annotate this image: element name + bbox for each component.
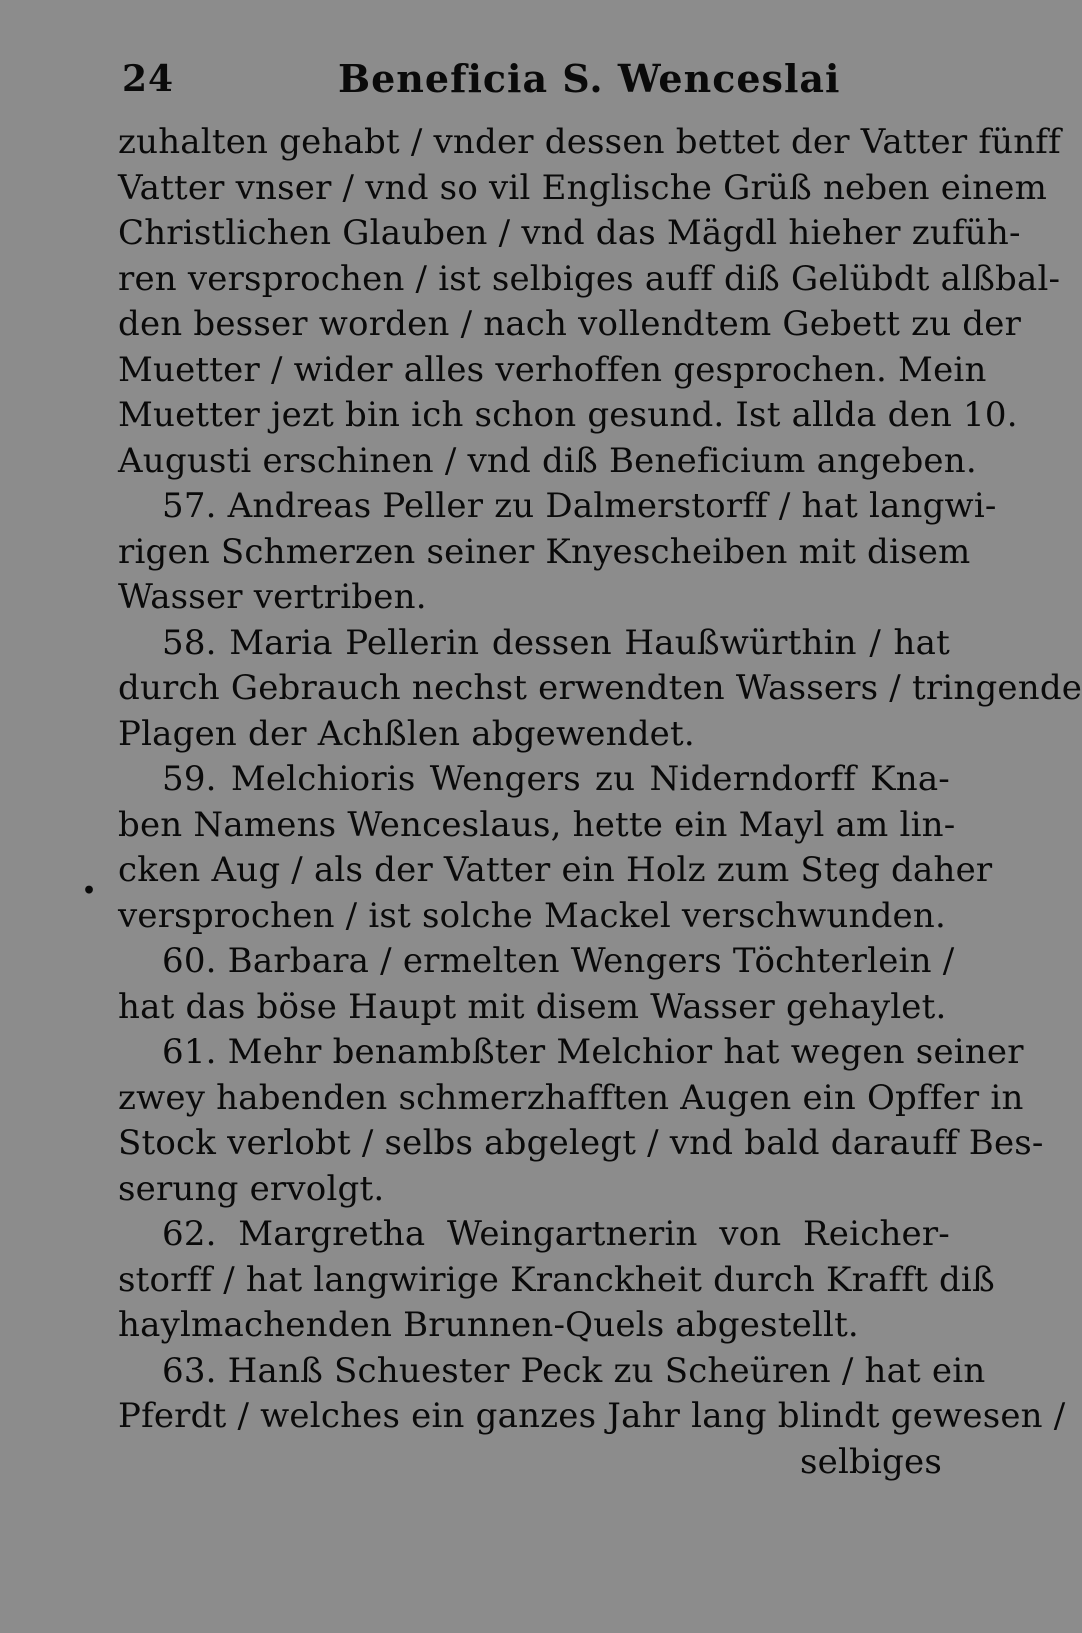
text-line: 57. Andreas Peller zu Dalmerstorff / hat langwi- — [162, 486, 997, 526]
text-line: serung ervolgt. — [118, 1168, 385, 1209]
text-line: 62. Margretha Weingartnerin von Reicher- — [162, 1214, 950, 1254]
text-line: zwey habenden schmerzhafften Augen ein Opffer in — [118, 1077, 1024, 1118]
text-line: 58. Maria Pellerin dessen Haußwürthin / hat — [162, 622, 950, 663]
text-line: Stock verlobt / selbs abgelegt / vnd bald darauff Bes- — [118, 1123, 1044, 1163]
text-line: 61. Mehr benambßter Melchior hat wegen seiner — [162, 1032, 1024, 1072]
page-number: 24 — [122, 58, 175, 100]
text-line: Augusti erschinen / vnd diß Beneficium angeben. — [118, 440, 977, 481]
text-line: Christlichen Glauben / vnd das Mägdl hieher zufüh- — [118, 213, 1021, 253]
text-line: 63. Hanß Schuester Peck zu Scheüren / hat ein — [162, 1350, 986, 1391]
text-line: 60. Barbara / ermelten Wengers Töchterlein / — [162, 941, 955, 981]
text-line: haylmachenden Brunnen-Quels abgestellt. — [118, 1305, 859, 1345]
running-title: Beneficia S. Wenceslai — [338, 56, 841, 101]
text-line: 59. Melchioris Wengers zu Niderndorff Kna- — [162, 759, 950, 799]
text-line: Vatter vnser / vnd so vil Englische Grüß neben einem — [118, 167, 1048, 208]
text-line: versprochen / ist solche Mackel verschwunden. — [118, 895, 946, 936]
text-line: storff / hat langwirige Kranckheit durch Krafft diß — [118, 1259, 995, 1300]
text-line: durch Gebrauch nechst erwendten Wassers / tringende — [118, 668, 1082, 708]
text-line: zuhalten gehabt / vnder dessen bettet der Vatter fünff — [118, 122, 1061, 162]
text-line: ren versprochen / ist selbiges auff diß Gelübdt alßbal- — [118, 258, 1061, 299]
text-line: Muetter / wider alles verhoffen gesprochen. Mein — [118, 349, 987, 390]
text-line: Plagen der Achßlen abgewendet. — [118, 713, 695, 754]
text-body — [118, 120, 1082, 1485]
text-line: ben Namens Wenceslaus, hette ein Mayl am lin- — [118, 804, 956, 845]
text-line: Pferdt / welches ein ganzes Jahr lang blindt gewesen / — [118, 1396, 1066, 1436]
text-line: rigen Schmerzen seiner Knyescheiben mit disem — [118, 531, 971, 572]
page-header — [118, 52, 918, 112]
text-line: den besser worden / nach vollendtem Gebett zu der — [118, 304, 1022, 344]
text-line: cken Aug / als der Vatter ein Holz zum Steg daher — [118, 850, 993, 890]
margin-mark: • — [82, 878, 97, 904]
text-line: hat das böse Haupt mit disem Wasser gehaylet. — [118, 986, 947, 1027]
text-line: Wasser vertriben. — [118, 577, 427, 617]
catchword: selbiges — [799, 1441, 942, 1482]
text-line: Muetter jezt bin ich schon gesund. Ist allda den 10. — [118, 395, 1018, 435]
